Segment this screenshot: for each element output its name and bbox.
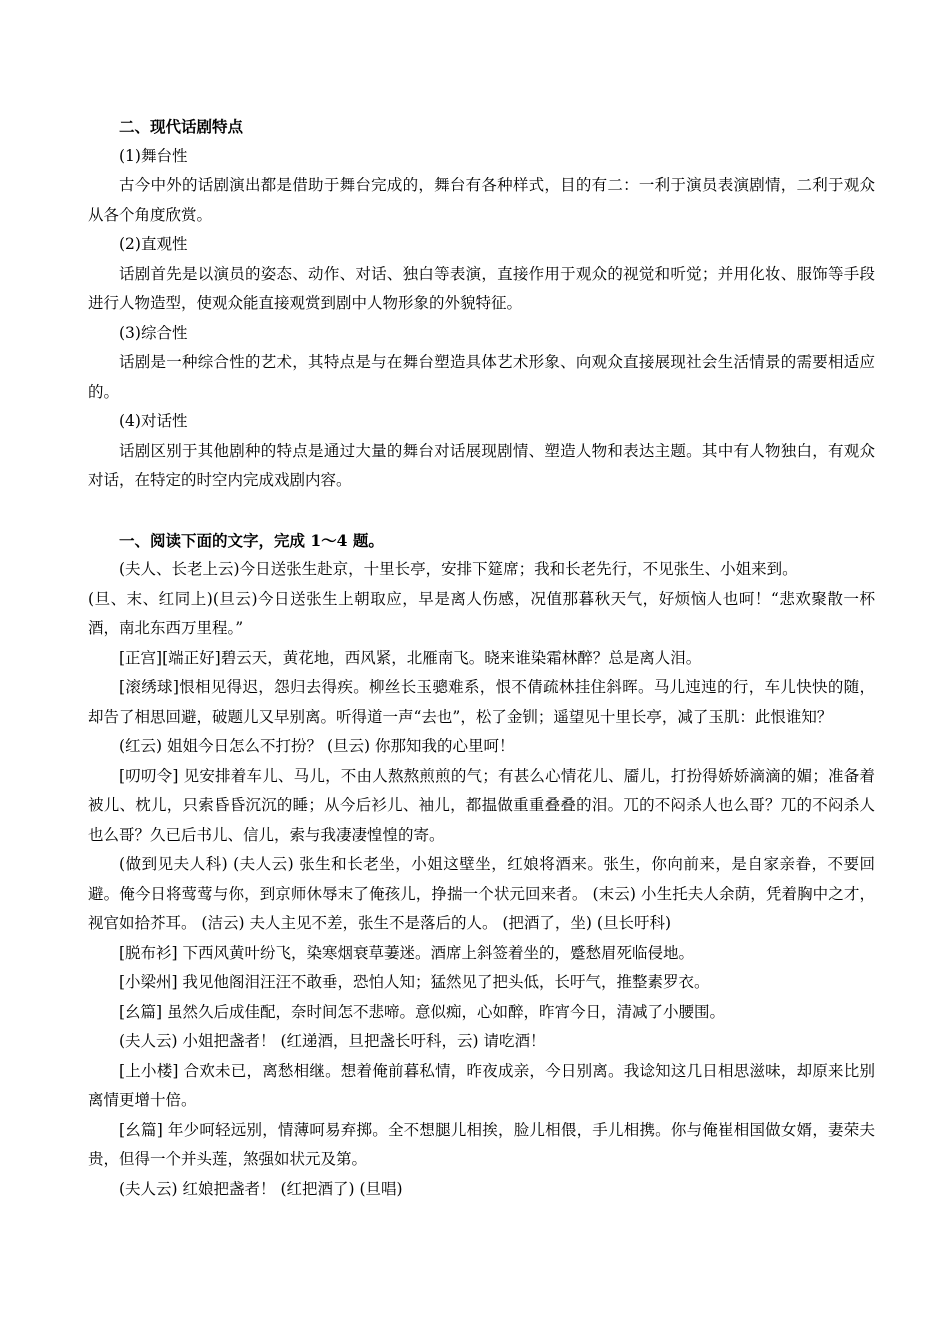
script-paragraph: [脱布衫] 下西风黄叶纷飞，染寒烟衰草萋迷。酒席上斜签着坐的，蹙愁眉死临侵地。 <box>119 943 695 962</box>
script-paragraph: [滚绣球]恨相见得迟，怨归去得疾。柳丝长玉骢难系，恨不倩疏林挂住斜晖。马儿迍迍的行，车儿快快的随，却告了相思回避，破题儿又早别离。听得道一声“去也”，松了金钏；遥望见十里长亭，减了玉肌：此恨谁知？ <box>88 678 875 726</box>
item-label: (3)综合性 <box>119 323 188 342</box>
item-label: (2)直观性 <box>119 235 188 253</box>
item-text: 话剧首先是以演员的姿态、动作、对话、独白等表演，直接作用于观众的视觉和听觉；并用化妆、服饰等手段进行人物造型，使观众能直接观赏到剧中人物形象的外貌特征。 <box>88 264 875 312</box>
exercise-heading: 一、阅读下面的文字，完成 1～4 题。 <box>119 530 384 550</box>
script-paragraph: (做到见夫人科) (夫人云) 张生和长老坐，小姐这壁坐，红娘将酒来。张生，你向前来，是自家亲眷，不要回避。俺今日将莺莺与你，到京师休辱末了俺孩儿，挣揣一个状元回来者。 (末云) 小生托夫人余荫，凭着胸中之才，视官如拾芥耳。 (洁云) 夫人主见不差，张生不是落后的人。 (把酒了，坐) (旦长吁科) <box>88 855 875 932</box>
item-label: (4)对话性 <box>119 412 188 430</box>
script-paragraph: [幺篇] 年少呵轻远别，情薄呵易弃掷。全不想腿儿相挨，脸儿相偎，手儿相携。你与俺崔相国做女婿，妻荣夫贵，但得一个并头莲，煞强如状元及第。 <box>88 1120 875 1168</box>
item-label: (1)舞台性 <box>119 146 188 165</box>
script-paragraph: (夫人云) 小姐把盏者！ (红递酒，旦把盏长吁科，云) 请吃酒！ <box>119 1032 546 1050</box>
script-paragraph: (夫人、长老上云)今日送张生赴京，十里长亭，安排下筵席；我和长老先行，不见张生、小姐来到。 <box>119 560 798 578</box>
item-text: 话剧是一种综合性的艺术，其特点是与在舞台塑造具体艺术形象、向观众直接展现社会生活情景的需要相适应的。 <box>88 353 875 401</box>
section-heading: 二、现代话剧特点 <box>119 117 244 136</box>
script-paragraph: (红云) 姐姐今日怎么不打扮？ (旦云) 你那知我的心里呵！ <box>119 737 515 755</box>
script-paragraph: [幺篇] 虽然久后成佳配，奈时间怎不悲啼。意似痴，心如醉，昨宵今日，清减了小腰围。 <box>119 1002 726 1021</box>
item-text: 古今中外的话剧演出都是借助于舞台完成的，舞台有各种样式，目的有二：一利于演员表演剧情，二利于观众从各个角度欣赏。 <box>88 176 875 224</box>
script-paragraph: [叨叨令] 见安排着车儿、马儿，不由人熬熬煎煎的气；有甚么心情花儿、靥儿，打扮得娇娇滴滴的媚；准备着被儿、枕儿，只索昏昏沉沉的睡；从今后衫儿、袖儿，都揾做重重叠叠的泪。兀的不闷杀人也么哥？兀的不闷杀人也么哥？久已后书儿、信儿，索与我凄凄惶惶的寄。 <box>88 766 875 844</box>
script-paragraph: (旦、末、红同上)(旦云)今日送张生上朝取应，早是离人伤感，况值那暮秋天气，好烦恼人也呵！“悲欢聚散一杯酒，南北东西万里程。” <box>88 589 875 637</box>
script-paragraph: [小梁州] 我见他阁泪汪汪不敢垂，恐怕人知；猛然见了把头低，长吁气，推整素罗衣。 <box>119 973 710 991</box>
spacer <box>88 496 875 526</box>
item-text: 话剧区别于其他剧种的特点是通过大量的舞台对话展现剧情、塑造人物和表达主题。其中有人物独白，有观众对话，在特定的时空内完成戏剧内容。 <box>88 441 875 489</box>
script-paragraph: [上小楼] 合欢未已，离愁相继。想着俺前暮私情，昨夜成亲，今日别离。我谂知这几日相思滋味，却原来比别离情更增十倍。 <box>88 1061 875 1109</box>
script-paragraph: [正宫][端正好]碧云天，黄花地，西风紧，北雁南飞。晓来谁染霜林醉？总是离人泪。 <box>119 648 702 667</box>
script-paragraph: (夫人云) 红娘把盏者！ (红把酒了) (旦唱) <box>119 1179 403 1198</box>
